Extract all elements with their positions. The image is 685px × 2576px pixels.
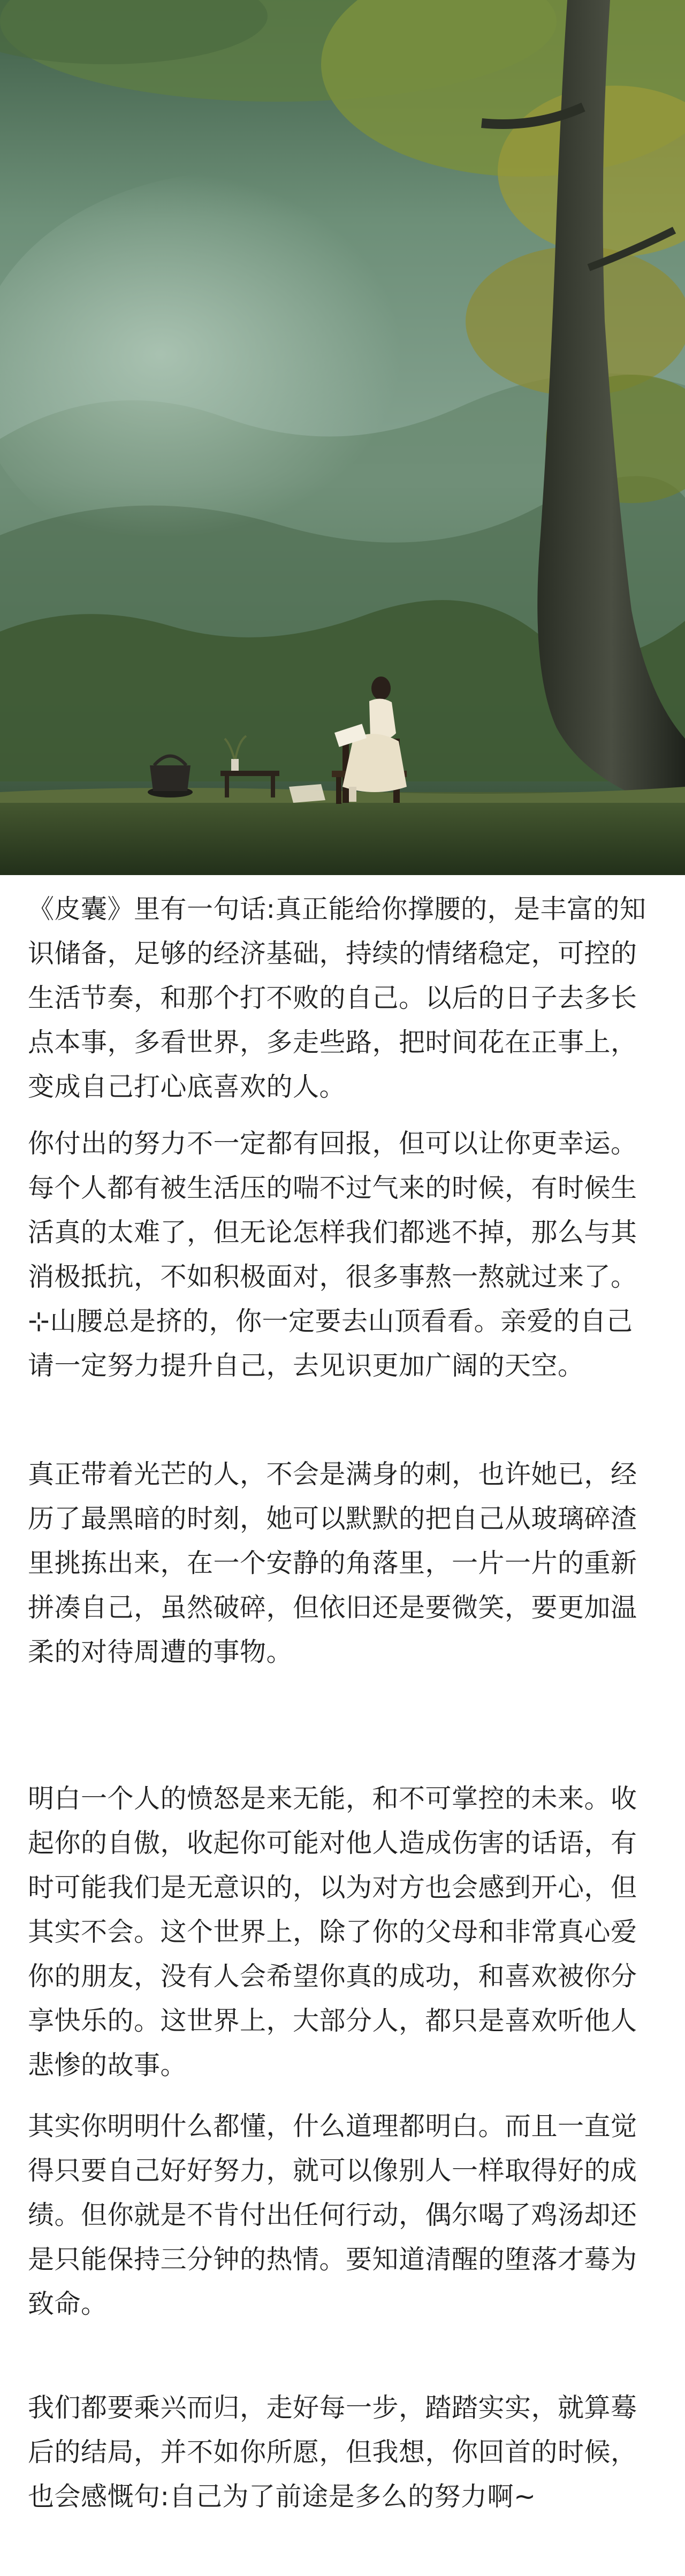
forest-reading-scene [0, 0, 685, 875]
paragraph-2: 你付出的努力不一定都有回报，但可以让你更幸运。每个人都有被生活压的喘不过气来的时候，有时候生活真的太难了，但无论怎样我们都逃不掉，那么与其消极抵抗，不如积极面对，很多事熬一熬就过来了。⊹山腰总是挤的，你一定要去山顶看看。亲爱的自己请一定努力提升自己，去见识更加广阔的天空。 [28, 1128, 637, 1381]
paragraph-3: 真正带着光芒的人，不会是满身的刺，也许她已，经历了最黑暗的时刻，她可以默默的把自己从玻璃碎渣里挑拣出来，在一个安静的角落里，一片一片的重新拼凑自己，虽然破碎，但依旧还是要微笑，要更加温柔的对待周遭的事物。 [28, 1459, 637, 1667]
hero-photo [0, 0, 685, 875]
paragraph-1: 《皮囊》里有一句话:真正能给你撑腰的，是丰富的知识储备，足够的经济基础，持续的情绪稳定，可控的生活节奏，和那个打不败的自己。以后的日子去多长点本事，多看世界，多走些路，把时间花在正事上，变成自己打心底喜欢的人。 [28, 894, 646, 1102]
article-body [0, 875, 685, 2576]
paragraph-4: 明白一个人的愤怒是来无能，和不可掌控的未来。收起你的自傲，收起你可能对他人造成伤害的话语，有时可能我们是无意识的，以为对方也会感到开心，但其实不会。这个世界上，除了你的父母和非常真心爱你的朋友，没有人会希望你真的成功，和喜欢被你分享快乐的。这世界上，大部分人，都只是喜欢听他人悲惨的故事。 [28, 1783, 637, 2080]
paragraph-5: 其实你明明什么都懂，什么道理都明白。而且一直觉得只要自己好好努力，就可以像别人一样取得好的成绩。但你就是不肯付出任何行动，偶尔喝了鸡汤却还是只能保持三分钟的热情。要知道清醒的堕落才蓦为致命。 [28, 2111, 637, 2319]
paragraph-6: 我们都要乘兴而归，走好每一步，踏踏实实，就算蓦后的结局，并不如你所愿，但我想，你回首的时候，也会感慨句:自己为了前途是多么的努力啊~ [28, 2392, 637, 2512]
